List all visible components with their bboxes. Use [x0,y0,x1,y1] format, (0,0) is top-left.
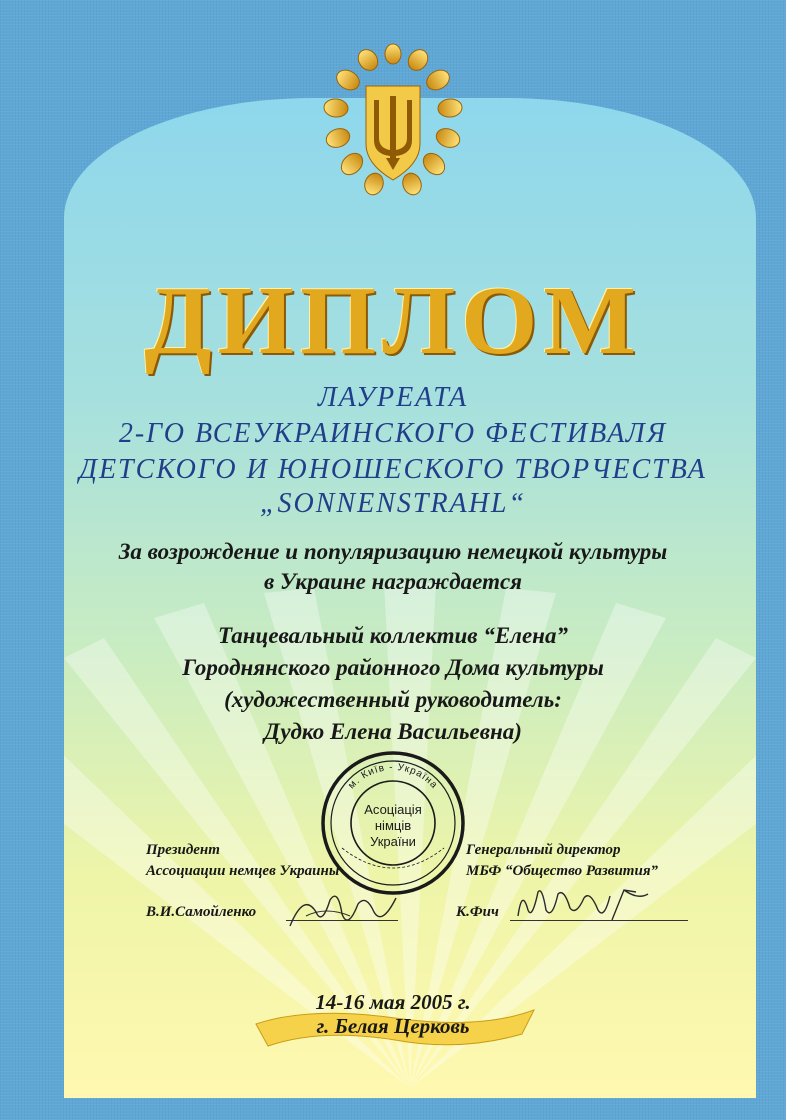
round-seal-stamp [318,748,468,898]
diploma-panel [64,98,756,1098]
left-signer-role-line1: Президент [146,842,220,858]
seal-center-line2: німців [374,818,412,833]
recipient-line3: (художественный руководитель: [224,687,562,712]
subtitle-festival: 2-ГО ВСЕУКРАИНСКОГО ФЕСТИВАЛЯ [118,418,668,449]
award-reason-line1: За возрождение и популяризацию немецкой культуры [118,539,668,564]
right-signature-scribble [512,880,662,930]
subtitle-creativity: ДЕТСКОГО И ЮНОШЕСКОГО ТВОРЧЕСТВА [79,454,707,485]
left-signer-role-line2: Ассоциации немцев Украины [146,863,340,879]
recipient-line1: Танцевальный коллектив “Елена” [218,623,568,648]
diploma-title: ДИПЛОМ [144,267,642,375]
seal-ring-text: м. Київ - Україна [346,761,440,792]
right-signer-name: К.Фич [456,904,499,920]
sunburst-rays [64,98,756,1098]
recipient-line4: Дудко Елена Васильевна) [264,719,522,744]
event-place: г. Белая Церковь [316,1014,470,1038]
subtitle-laureate: ЛАУРЕАТА [317,382,469,413]
svg-text:м. Київ - Україна [346,762,439,791]
right-signer-role-line1: Генеральный директор [466,842,621,858]
left-signer-name: В.И.Самойленко [146,904,257,920]
event-date: 14-16 мая 2005 г. [315,990,471,1014]
award-reason-line2: в Украине награждается [263,569,523,594]
trident-emblem-icon [318,40,468,210]
seal-center-line3: України [370,834,416,849]
right-signer-role-line2: МБФ “Общество Развития” [466,863,659,879]
subtitle-festival-name: „SONNENSTRAHL“ [259,488,527,519]
seal-center-line1: Асоціація [364,802,422,817]
recipient-line2: Городнянского районного Дома культуры [182,655,604,680]
